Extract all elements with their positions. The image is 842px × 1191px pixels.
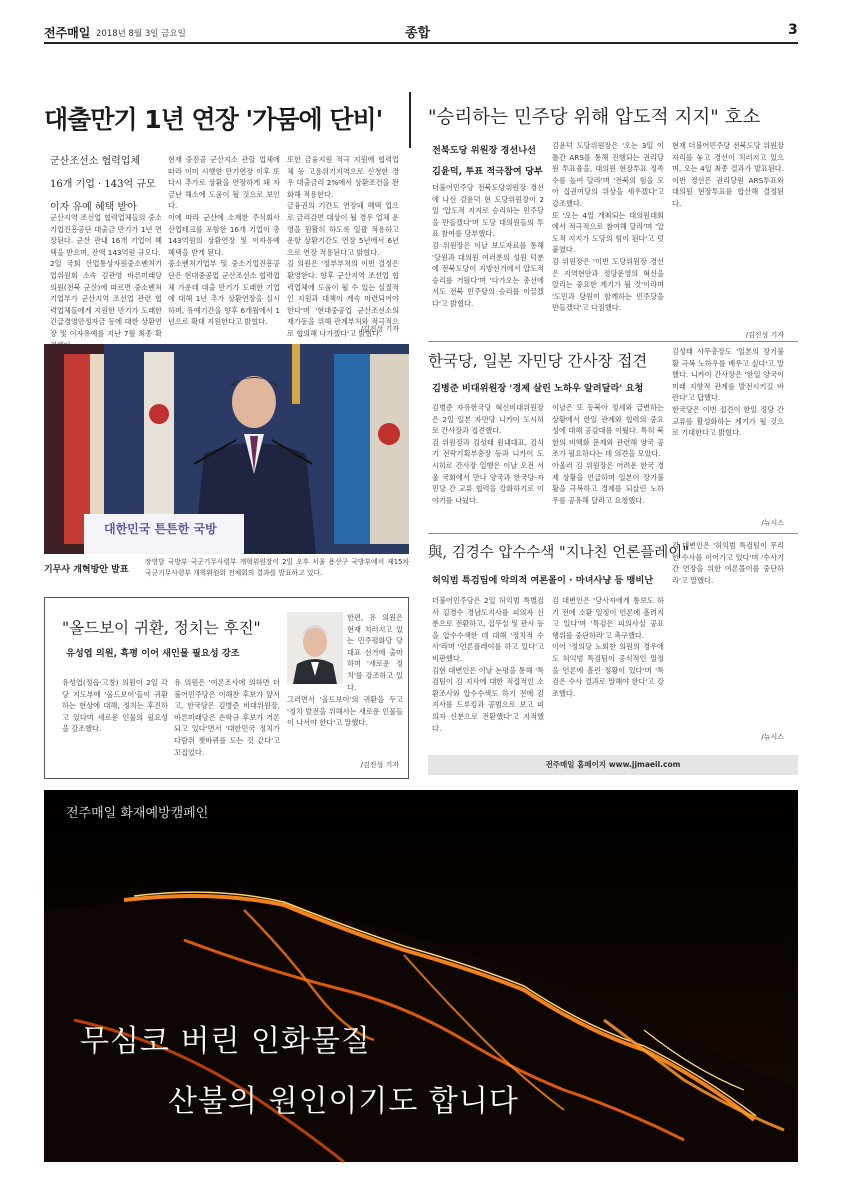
photo-caption-label: 기무사 개혁방안 발표 xyxy=(44,565,129,575)
article1-paragraph: 또한 금융지원 적극 지원에 협력업체 등 고용위기지역으로 신청한 경우 대출금리 2%에서 상환조건을 완화해 적용한다. xyxy=(287,155,399,199)
news-photo-illustration xyxy=(44,344,409,554)
article4-paragraph: 김현 대변인은 이날 논평을 통해 '특검팀이 김 지사에 대한 직접적인 소환조사와 압수수색도 하기 전에 김 지사를 드루킹과 공범으로 보고 피의자 신분으로 전환했다'고 지적했다. xyxy=(432,665,544,733)
article1-headline: 대출만기 1년 연장 '가뭄에 단비' xyxy=(44,105,383,134)
article4-paragraph: 더불어민주당은 2일 허익범 특별검사 김경수 경남도지사를 피의자 신분으로 전환하고, 집무실 및 관사 등을 압수수색한 데 대해 '정치적 수사'라며 '언론플레이를 하고 있다'고 비판했다. xyxy=(432,596,544,663)
article4-paragraph: 김 대변인은 '당사자에게 통보도 하기 전에 소환 일정이 언론에 흘려지고 있다'며 '특검은 피의사실 공표 행위를 중단하라'고 촉구했다. xyxy=(552,596,664,640)
article2-paragraph: 또 '오는 4일 개최되는 대의원대회에서 적극적으로 참여해 달라'며 '압도적 지지가 도당의 힘이 된다'고 덧붙였다. xyxy=(552,210,664,255)
article1-sub: 군산조선소 협력업체 xyxy=(50,156,141,167)
article1-col1 xyxy=(50,212,162,336)
article1-byline: /김진성 기자 xyxy=(360,325,399,333)
article3-byline: /뉴시스 xyxy=(761,519,784,527)
article2-byline: /김진성 기자 xyxy=(745,331,784,339)
portrait-illustration xyxy=(287,612,343,684)
article1-col2 xyxy=(168,154,280,334)
article3-paragraph: 아울러 김 위원장은 어려운 한국 경제 상황을 언급하며 일본이 장기불황을 극복하고 경제를 되살린 노하우를 공유해 달라고 요청했다. xyxy=(552,460,664,505)
article2-paragraph: 김 위원장은 이날 보도자료를 통해 '당원과 대의원 여러분의 성원 덕분에 전북도당이 지방선거에서 압도적 승리를 거뒀다'며 '다가오는 총선에서도 전북 민주당의 승리를 이끌겠다'고 밝혔다. xyxy=(432,240,544,308)
article5-col-side xyxy=(347,612,403,692)
section-name: 종합 xyxy=(405,26,431,41)
article5-paragraph: 그러면서 '올드보이'의 귀환을 두고 '정치 발전을 위해서는 새로운 인물들이 나서야 한다'고 말했다. xyxy=(287,695,403,728)
photo-caption: 장영달 국방부 국군기무사령부 개혁위원장이 2일 오후 서울 용산구 국방부에서 제15차 국군기무사령부 개혁위원회 전체회의 결과를 발표하고 있다. xyxy=(145,558,409,577)
article3-paragraph: 김 위원장과 김성태 원내대표, 김석기 전략기획부총장 등과 니카이 도시히로 간사장 일행은 이날 오전 서울 국회에서 만나 양국과 한국당-자민당 간 교류 협력을 강화하기로 이야기를 나눴다. xyxy=(432,437,544,505)
article2-headline: "승리하는 민주당 위해 압도적 지지" 호소 xyxy=(428,107,761,128)
masthead-logo: 전주매일 xyxy=(44,26,91,40)
article4-byline: /뉴시스 xyxy=(761,733,784,741)
article2-col3 xyxy=(672,140,784,326)
article4-headline: 與, 김경수 압수수색 "지나친 언론플레이" xyxy=(428,545,689,561)
article3-col2 xyxy=(552,402,664,528)
article1-paragraph: 이에 따라 군산에 소재한 주식회사 산업테크를 포함한 16개 기업이 총 143억원의 상환연장 및 이자유예 혜택을 받게 된다. xyxy=(168,212,280,257)
article2-col1 xyxy=(432,182,544,332)
headline-divider xyxy=(409,92,411,148)
article5-byline: /김진성 기자 xyxy=(360,761,399,769)
article2-sub: 전북도당 위원장 경선나선 xyxy=(432,145,537,156)
article5-col3 xyxy=(287,694,403,758)
article2-col2 xyxy=(552,140,664,334)
divider xyxy=(428,341,798,342)
article3-col3 xyxy=(672,346,784,516)
article2-paragraph: 더불어민주당 전북도당위원장 경선에 나선 김윤덕 현 도당위원장이 2일 '압도적 지지로 승리하는 민주당을 만들겠다'며 도당 대의원들의 투표 참여를 당부했다. xyxy=(432,183,544,239)
article5-sub: 유성엽 의원, 흑평 이어 새인물 필요성 강조 xyxy=(66,648,240,659)
article1-paragraph: 현재 중진공 군산지소 관할 업체에 따라 이미 시행한 만기연장 이후 또 다시 추가로 상환을 연장하게 돼 자금난 해소에 도움이 될 것으로 보인다. xyxy=(168,155,280,211)
article1-subheads xyxy=(50,152,156,213)
article3-paragraph: 이날은 또 동북아 정세와 급변하는 상황에서 한일 관계와 협력의 중요성에 대해 공감대를 이뤘다. 특히 북한의 비핵화 문제와 관련해 양국 공조가 필요하다는 데 의견을 모았다. xyxy=(552,403,664,459)
divider xyxy=(428,533,798,534)
news-photo xyxy=(44,344,409,554)
article4-paragraph: 김 대변인은 '허익범 특검팀이 무리한 수사를 이어가고 있다'며 '수사기간 연장을 위한 여론몰이를 중단하라'고 말했다. xyxy=(672,541,784,585)
ad-line1: 무심코 버린 인화물질 xyxy=(80,1024,371,1059)
article5-paragraph: 유성엽(정읍·고창) 의원이 2일 각 당 지도부에 '올드보이'들이 귀환하는 현상에 대해, 정치는 후진하고 있다며 새로운 인물의 필요성을 강조했다. xyxy=(62,678,168,734)
article3-paragraph: 한국당은 이번 접견이 한일 정당 간 교류를 활성화하는 계기가 될 것으로 기대한다고 밝혔다. xyxy=(672,404,784,438)
article5-paragraph: 한편, 유 의원은 현재 치러지고 있는 민주평화당 당대표 선거에 출마하며 '새로운 정치'를 강조하고 있다. xyxy=(347,613,403,692)
fire-prevention-ad xyxy=(44,790,798,1162)
author-portrait xyxy=(287,612,343,684)
article5-col2 xyxy=(174,677,280,769)
article4-col2 xyxy=(552,595,664,743)
article1-sub: 16개 기업 · 143억 규모 xyxy=(50,179,156,190)
article3-col1 xyxy=(432,402,544,528)
article5-headline: "올드보이 귀환, 정치는 후진" xyxy=(62,619,261,637)
article3-sub: 김병준 비대위원장 '경제 살린 노하우 알려달라' 요청 xyxy=(432,383,644,394)
podium-sign: 대한민국 튼튼한 국방 xyxy=(104,522,217,536)
article1-paragraph: 김 의원은 '정부부처의 이번 결정은 환영한다. 향후 군산지역 조선업 협력업체에 도움이 될 수 있는 실질적인 지원과 대책이 계속 마련되어야 한다'며 '현대중공업 군산조선소의 재가동을 위해 관계부처와 적극적으로 협의해 나가겠다'고 밝혔다. xyxy=(287,259,399,338)
ad-line2: 산불의 원인이기도 합니다 xyxy=(168,1084,519,1119)
article4-col1 xyxy=(432,595,544,743)
article3-paragraph: 김병준 자유한국당 혁신비대위원장은 2일 일본 자민당 니카이 도시히로 간사장과 접견했다. xyxy=(432,403,544,436)
issue-date: 2018년 8월 3일 금요일 xyxy=(96,29,186,39)
article1-paragraph: 군산지역 조선업 협력업체들의 중소기업진흥공단 대출금 만기가 1년 연장된다. 군산 관내 16개 기업이 혜택을 받으며, 잔액 143억원 규모다. xyxy=(50,213,162,257)
article4-col3 xyxy=(672,540,784,732)
header-rule xyxy=(44,42,798,44)
ad-campaign-label: 전주매일 화재예방캠페인 xyxy=(66,806,209,821)
homepage-banner[interactable]: 전주매일 홈페이지 www.jjmaeil.com xyxy=(428,755,798,775)
article2-paragraph: 김 위원장은 '이번 도당위원장 경선은 지역현안과 정당운영의 혁신을 알리는 중요한 계기가 될 것'이라며 '도민과 당원이 함께하는 민주당을 만들겠다'고 다짐했다. xyxy=(552,256,664,313)
article1-paragraph: 중소벤처기업부 및 중소기업진흥공단은 현대중공업 군산조선소 협력업체 가운데 대출 만기가 도래한 기업에 대해 1년 추가 상환연장을 실시하며, 유예기간을 향후 6개월에서 1년으로 확대 지원한다고 밝혔다. xyxy=(168,259,280,327)
page-number: 3 xyxy=(788,22,798,38)
article1-paragraph: 2일 국회 산업통상자원중소벤처기업위원회 소속 김관영 바른미래당 의원(전북 군산)에 따르면 중소벤처기업부가 군산지역 조선업 관련 협력업체들에게 지원한 만기가 도래한 긴급경영안정자금 등에 대한 상환연장 및 이자유예를 지난 7월 최종 확 xyxy=(50,259,162,338)
article1-paragraph: 금융권의 기간도 연장돼 혜택 업으로 금리감면 대상이 될 경우 업체 운영을 원활히 하도록 일괄 적용하고 운항 상환기간도 연장 5년에서 6년으로 연장 적용된다고 밝혔다. xyxy=(287,201,399,257)
article1-sub: 이자 유예 혜택 받아 xyxy=(50,202,137,213)
article5-paragraph: 유 의원은 '여론조사에 의하면 더불어민주당은 이해찬 후보가 앞서고, 한국당은 김병준 비대위원장, 바른미래당은 손학규 후보가 거론되고 있다'면서 '대한민국 정치가 다람쥐 쳇바퀴를 도는 것 같다'고 꼬집었다. xyxy=(174,678,280,757)
article3-paragraph: 김성태 사무총장도 '일본의 장기불황 극복 노하우를 배우고 싶다'고 말했다. 니카이 간사장은 '한일 양국이 미래 지향적 관계를 발전시키길 바란다'고 답했다. xyxy=(672,347,784,403)
article4-sub: 허익범 특검팀에 악의적 여론몰이 · 마녀사냥 등 맹비난 xyxy=(432,575,654,586)
article2-paragraph: 김윤덕 도당위원장은 '오는 3일 이틀간 ARS를 통해 진행되는 권리당원 투표율을, 대의원 현장투표 정족수를 높여 달라'며 '전북의 힘을 모아 집권여당의 위상을 세우겠다'고 강조했다. xyxy=(552,141,664,208)
article2-subheads xyxy=(432,142,543,177)
article4-paragraph: 이어 '정의당 노회찬 의원의 경우에도 허익범 특검팀이 공식적인 일정을 언론에 흘린 정황이 있다'며 '특검은 수사 결과로 말해야 한다'고 강조했다. xyxy=(552,642,664,698)
article5-col1 xyxy=(62,677,168,769)
article2-sub: 김윤덕, 투표 적극참여 당부 xyxy=(432,166,543,177)
article2-paragraph: 현재 더불어민주당 전북도당 위원장 자리를 놓고 경선이 치러지고 있으며, 오는 4일 최종 결과가 발표된다. 이번 경선은 권리당원 ARS투표와 대의원 현장투표를 합산해 결정된다. xyxy=(672,141,784,208)
article3-headline: 한국당, 일본 자민당 간사장 접견 xyxy=(428,352,648,370)
